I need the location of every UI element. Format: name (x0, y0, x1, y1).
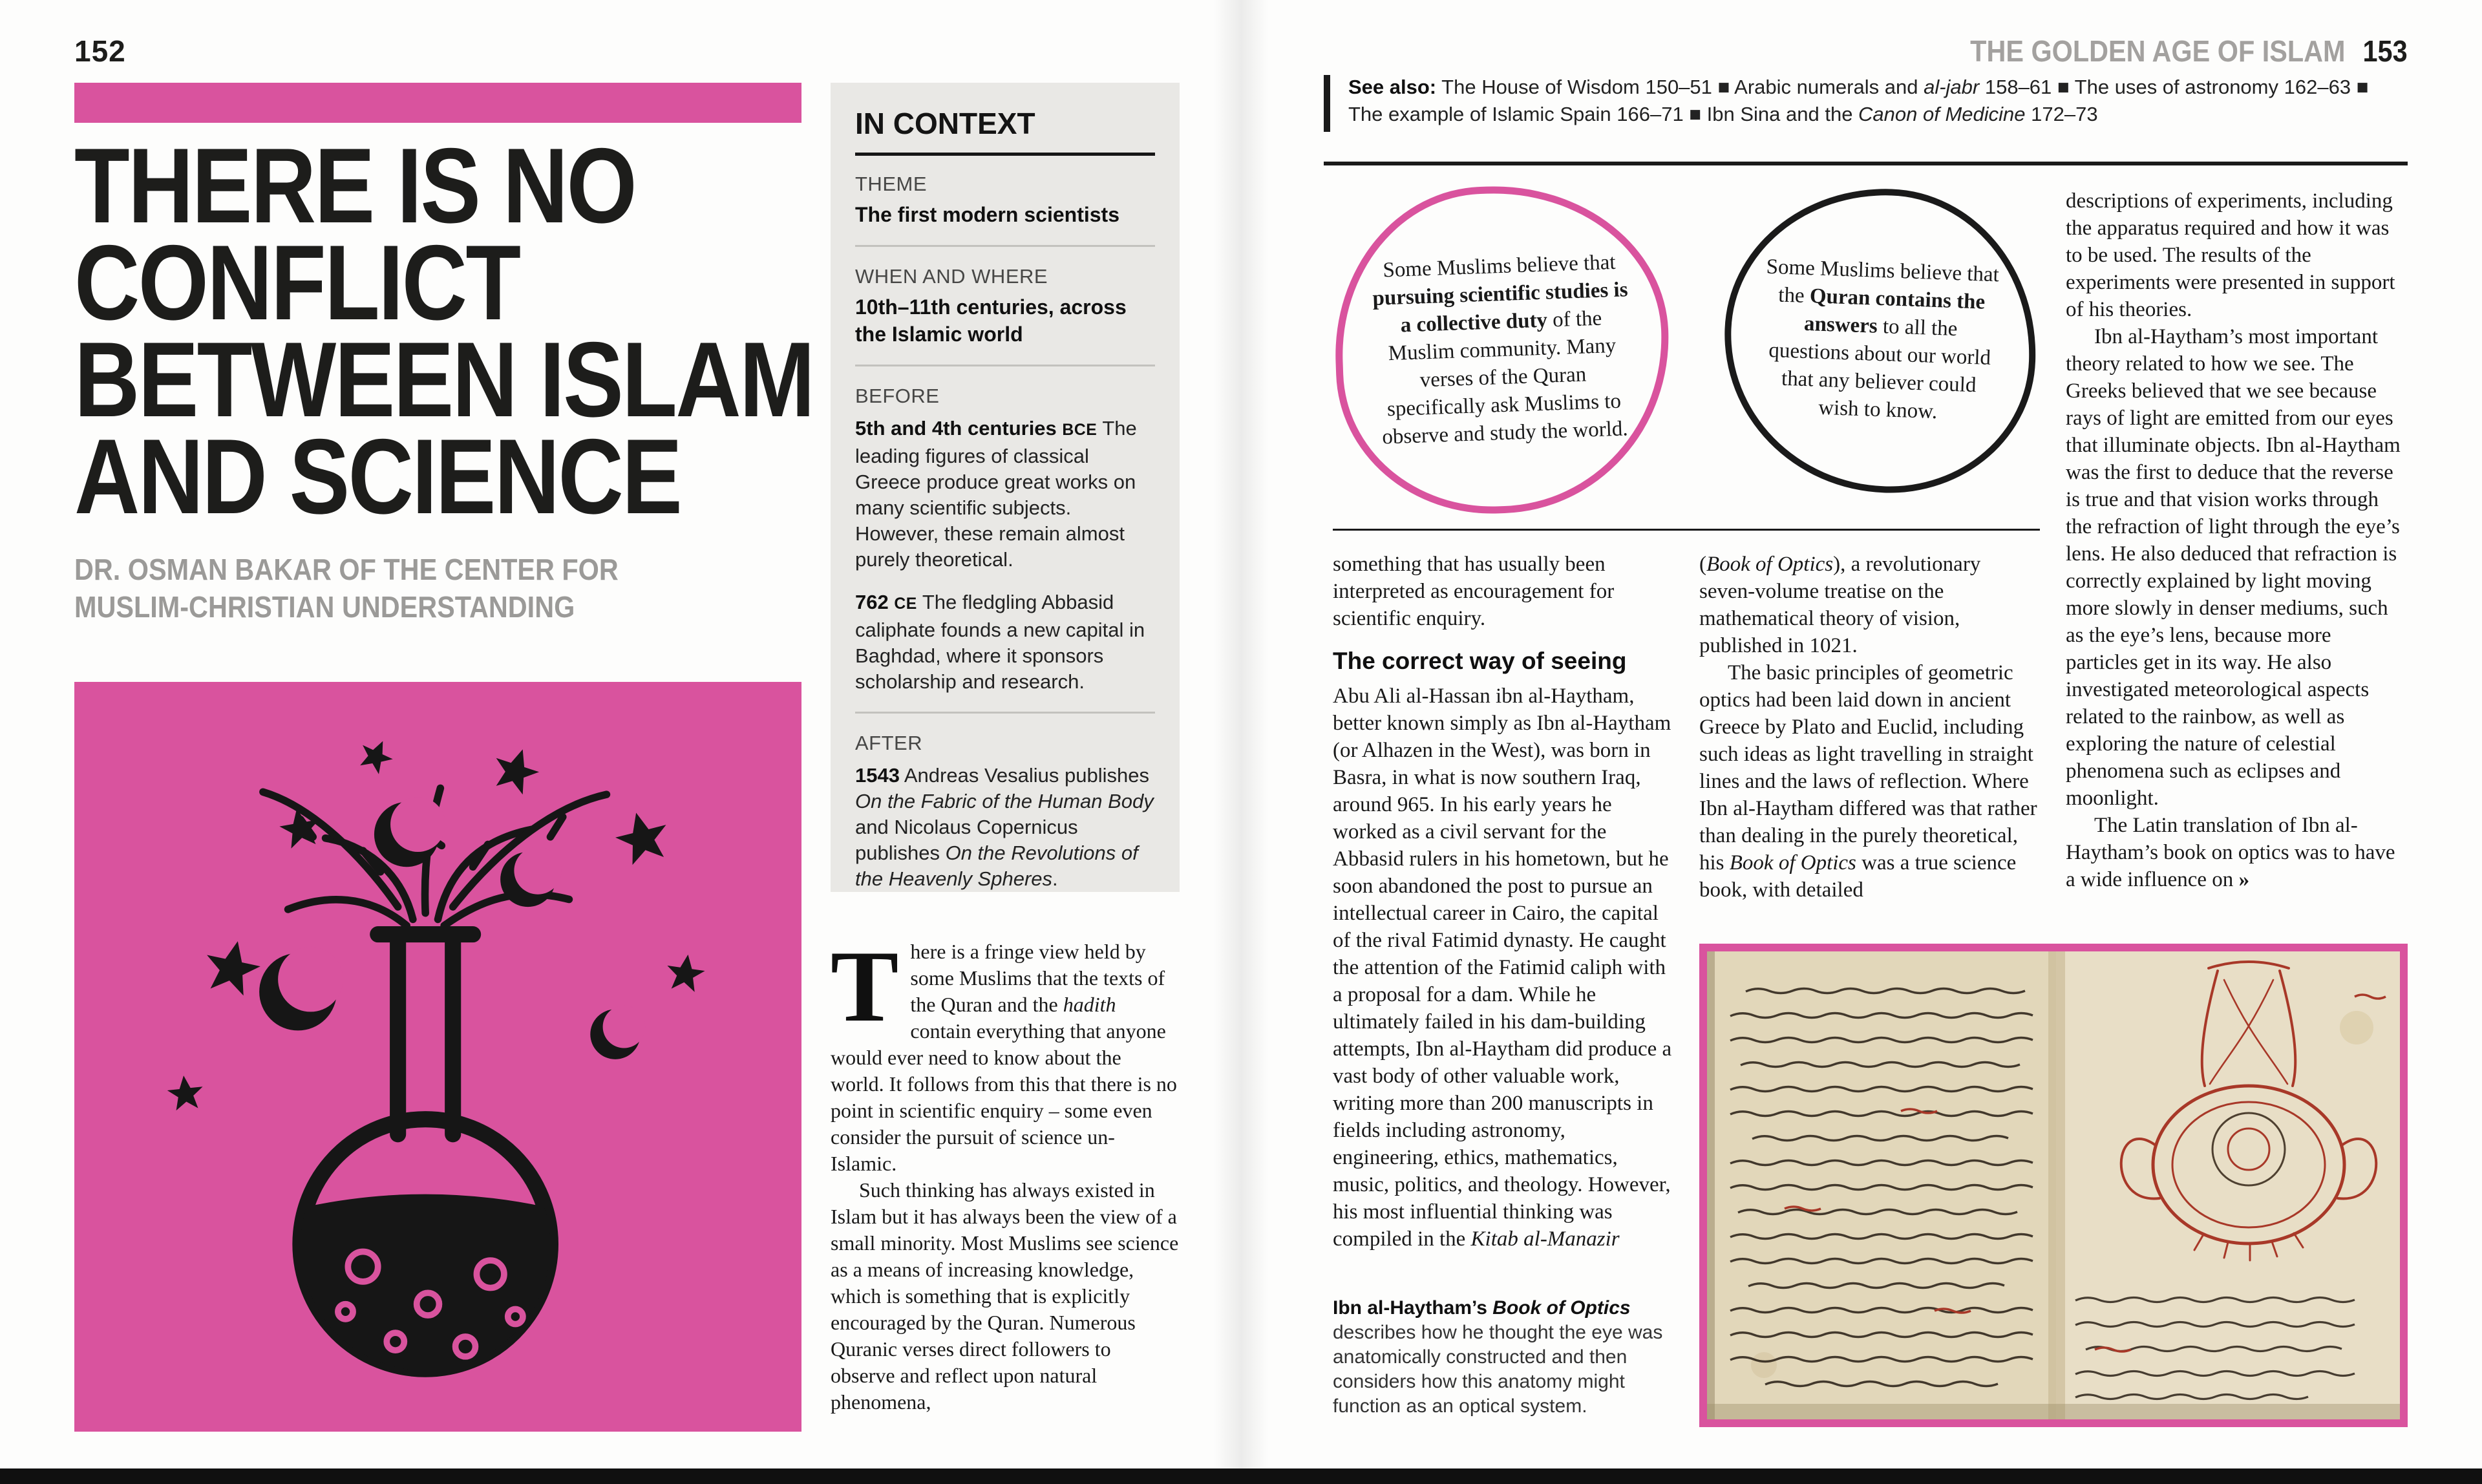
body-paragraph: The Latin translation of Ibn al-Haytham’s book on optics was to have a wide influence on » (2066, 814, 2395, 891)
before-paragraph: 5th and 4th centuries BCE The leading figures of classical Greece produce great works on many scientific subjects. However, these remain almost purely theoretical. (855, 417, 1137, 571)
intro-column (831, 930, 1180, 1415)
body-column-2 (1699, 551, 2040, 904)
before-paragraph: 762 CE The fledgling Abbasid caliphate founds a new capital in Baghdad, where it sponsors scholarship and research. (855, 591, 1145, 693)
body-column-3 (2066, 187, 2408, 893)
page-gutter (1214, 0, 1268, 1484)
after-label: AFTER (855, 732, 923, 754)
page-title-line: CONFLICT (74, 223, 520, 342)
see-also-bar (1324, 75, 1330, 132)
section-divider (855, 245, 1155, 247)
theme-label: THEME (855, 173, 927, 195)
flask-illustration-panel (74, 682, 801, 1432)
body-paragraph: Ibn al-Haytham’s most important theory related to how we see. The Greeks believed that we see because rays of light are emitted from our eyes that illuminate objects. Ibn al-Haytham was the first to deduce that the reverse is true and that vision works through the refraction of light through the eye’s lens. He also deduced that refraction is correctly explained by light moving more slowly in denser mediums, such as the eye’s lens, because more particles get in its way. He also investigated meteorological aspects related to the rainbow, as well as exploring the nature of celestial phenomena such as eclipses and moonlight. (2066, 325, 2401, 810)
flask-illustration (113, 711, 763, 1403)
page-title-line: THERE IS NO (74, 126, 636, 245)
when-where-label: WHEN AND WHERE (855, 265, 1048, 288)
right-folio: 153 (2362, 34, 2408, 68)
page-title-line: BETWEEN ISLAM (74, 320, 814, 439)
when-where-value: 10th–11th centuries, across the Islamic world (855, 295, 1127, 346)
quote-attribution-line: DR. OSMAN BAKAR OF THE CENTER FOR (74, 553, 619, 586)
black-fact-circle (1719, 184, 2041, 498)
in-context-box (831, 83, 1180, 892)
after-paragraph: 1543 Andreas Vesalius publishes On the Fabric of the Human Body and Nicolaus Copernicus publishes On the Revolutions of the Heavenly Spheres. (855, 764, 1154, 890)
photo-caption: Ibn al-Haytham’s Book of Optics describes how he thought the eye was anatomically constructed and then considers how this anatomy might function as an optical system. (1333, 1297, 1663, 1417)
manuscript-photo-art (1707, 951, 2400, 1419)
pink-fact-text: Some Muslims believe that pursuing scientific studies is a collective duty of the Muslim community. Many verses of the Quran specifically ask Muslims to observe and study the world. (1372, 250, 1629, 449)
running-header (1971, 34, 2408, 69)
section-divider (855, 712, 1155, 714)
before-label: BEFORE (855, 385, 940, 407)
theme-value: The first modern scientists (855, 203, 1119, 226)
body-paragraph: (Book of Optics), a revolutionary seven-volume treatise on the mathematical theory of vision, published in 1021. (1699, 553, 1981, 657)
headline-accent-bar (74, 83, 801, 123)
left-folio: 152 (74, 34, 126, 68)
body-paragraph: Abu Ali al-Hassan ibn al-Haytham, better known simply as Ibn al-Haytham (or Alhazen in the West), was born in Basra, in what is now southern Iraq, around 965. In his early years he worked as a civil servant for the Abbasid rulers in his hometown, but he soon abandoned the post to pursue an intellectual career in Cairo, the capital of the rival Fatimid dynasty. He caught the attention of the Fatimid caliph with a proposal for a dam. While he ultimately failed in his dam-building attempts, Ibn al-Haytham did produce a vast body of other valuable work, writing more than 200 manuscripts in fields including astronomy, engineering, ethics, mathematics, music, politics, and theology. However, his most influential thinking was compiled in the Kitab al-Manazir (1333, 684, 1672, 1251)
see-also-rule (1324, 162, 2408, 165)
in-context-title: IN CONTEXT (855, 107, 1035, 140)
quote-attribution (74, 551, 619, 626)
body-paragraph: descriptions of experiments, including the apparatus required and how it was to be used. The results of the experiments were presented in support of his theories. (2066, 189, 2395, 321)
black-fact-text: Some Muslims believe that the Quran contains the answers to all the questions about our world that any believer could wish to know. (1766, 255, 2000, 424)
pink-fact-circle (1330, 180, 1674, 519)
section-subhead: The correct way of seeing (1333, 648, 1627, 674)
section-divider (855, 365, 1155, 366)
book-bottom-edge (0, 1468, 2482, 1484)
in-context-title-rule (855, 153, 1155, 156)
page-title (74, 126, 814, 536)
chapter-title: THE GOLDEN AGE OF ISLAM (1970, 34, 2346, 68)
intro-paragraph: Such thinking has always existed in Islam but it has always been the view of a small minority. Most Muslims see science as a means of increasing knowledge, which is something that is explicitly encouraged by the Quran. Numerous Quranic verses direct followers to observe and reflect upon natural phenomena, (831, 1178, 1179, 1414)
body-paragraph: The basic principles of geometric optics had been laid down in ancient Greece by Plato and Euclid, including such ideas as light travelling in straight lines and the laws of reflection. Where Ibn al-Haytham differed was that rather than dealing in the purely theoretical, his Book of Optics was a true science book, with detailed (1699, 661, 2037, 902)
page-title-line: AND SCIENCE (74, 417, 681, 536)
intro-paragraph: here is a fringe view held by some Muslims that the texts of the Quran and the hadith contain everything that anyone would ever need to know about the world. It follows from this that there is no point in scientific enquiry – some even consider the pursuit of science un-Islamic. (831, 940, 1177, 1175)
circles-divider-rule (1333, 529, 2040, 531)
manuscript-photo (1699, 944, 2408, 1427)
see-also-text: See also: The House of Wisdom 150–51 ■ Arabic numerals and al-jabr 158–61 ■ The uses of astronomy 162–63 ■ The example of Islamic Spain 166–71 ■ Ibn Sina and the Canon of Medicine 172–73 (1348, 76, 2369, 125)
body-column-1 (1333, 551, 1673, 1253)
body-paragraph: something that has usually been interpreted as encouragement for scientific enquiry. (1333, 553, 1615, 630)
drop-cap: T (831, 930, 899, 1043)
quote-attribution-line: MUSLIM-CHRISTIAN UNDERSTANDING (74, 590, 575, 624)
